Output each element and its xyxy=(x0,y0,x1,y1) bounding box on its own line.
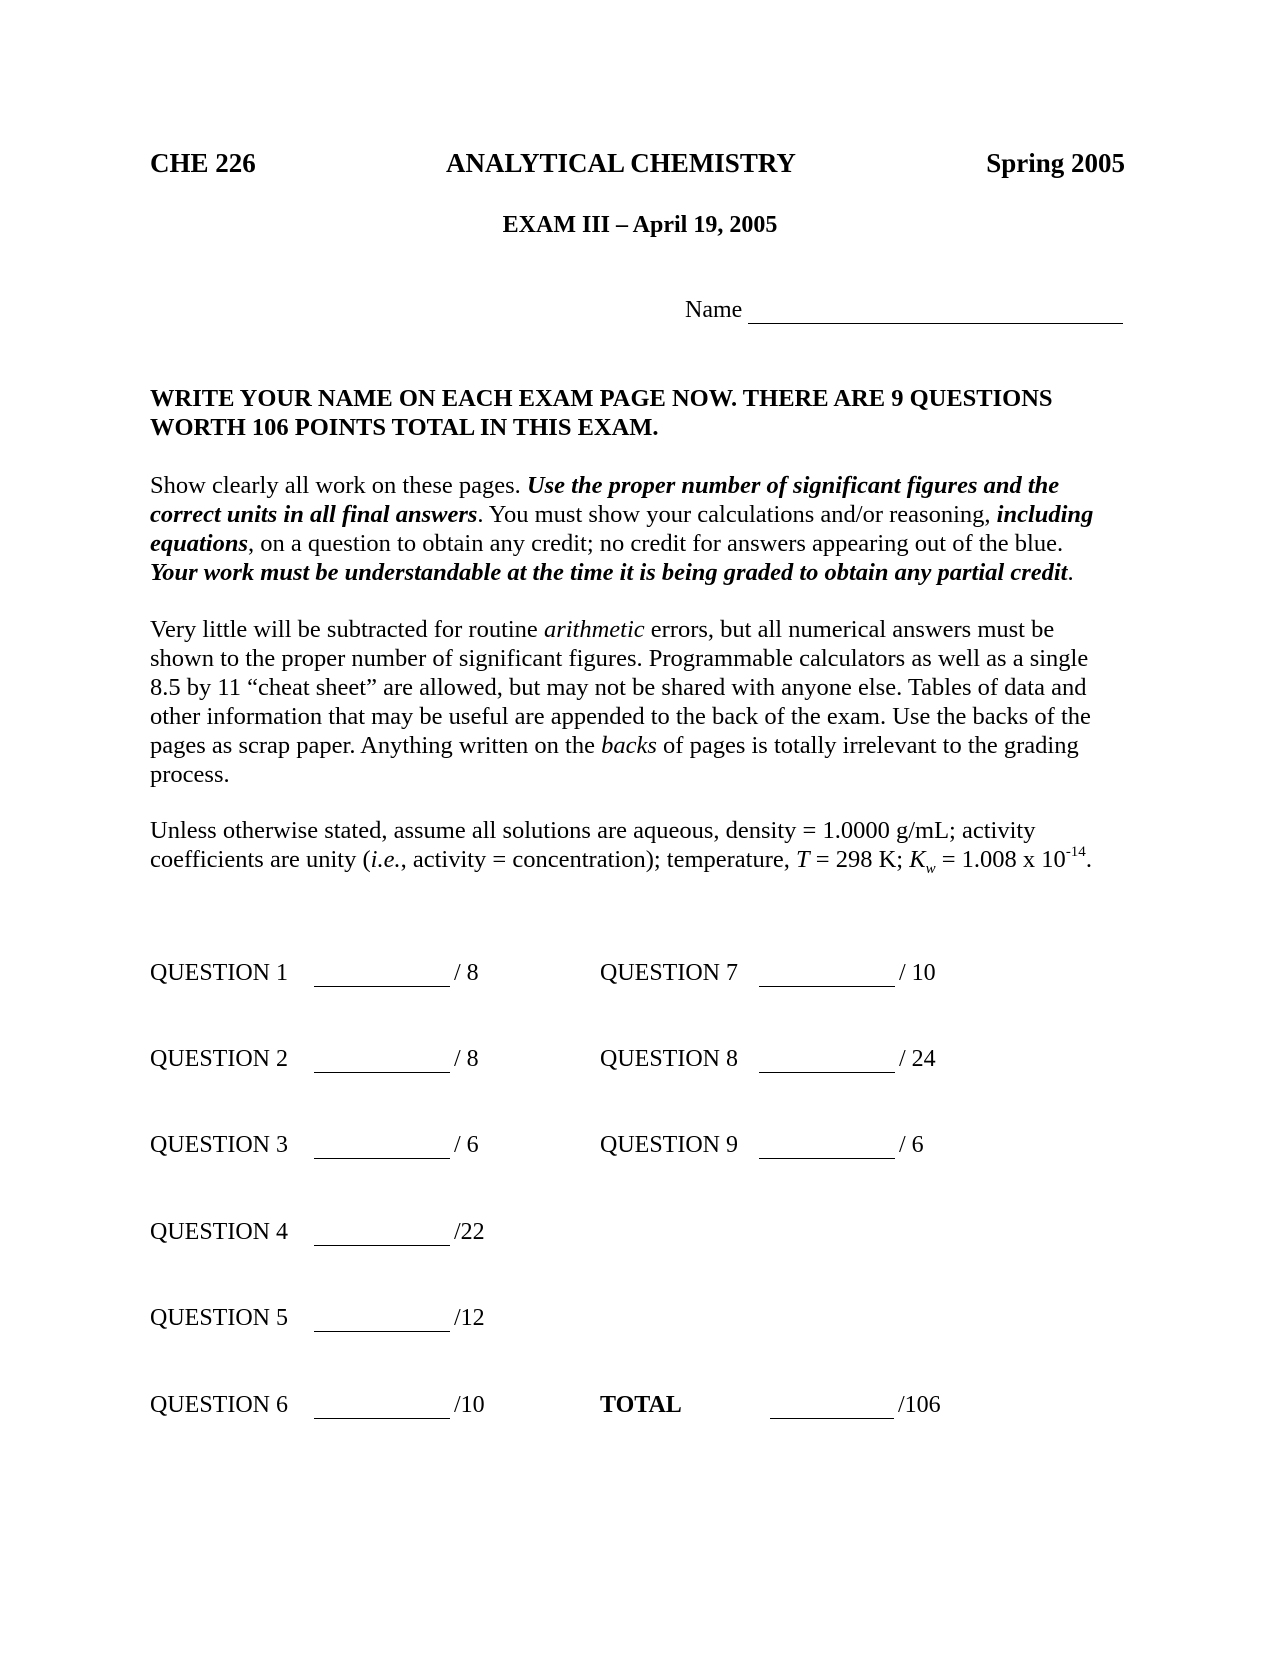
score-row-q8 xyxy=(600,1046,936,1073)
arith-line-3: 8.5 by 11 “cheat sheet” are allowed, but may not be shared with anyone else. Tables of data and xyxy=(150,674,1087,701)
arith-line-6: process. xyxy=(150,761,230,788)
question-label: QUESTION 4 xyxy=(150,1219,288,1245)
superscript: -14 xyxy=(1065,843,1086,860)
text-run: , on a question to obtain any credit; no credit for answers appearing out of the blue. xyxy=(248,530,1064,557)
score-blank xyxy=(759,1050,895,1073)
max-points: /22 xyxy=(454,1219,485,1245)
text-run: Your work must be understandable at the time it is being graded to obtain any partial credit xyxy=(150,559,1068,586)
text-run: . You must show your calculations and/or reasoning, xyxy=(477,501,997,528)
subscript: w xyxy=(925,860,936,877)
total-label: TOTAL xyxy=(600,1392,682,1418)
question-label: QUESTION 8 xyxy=(600,1046,738,1072)
score-row-q3 xyxy=(150,1132,479,1159)
course-code: CHE 226 xyxy=(150,148,256,178)
question-label: QUESTION 6 xyxy=(150,1392,288,1418)
exam-title: EXAM III – April 19, 2005 xyxy=(502,212,778,238)
text-run: correct units in all final answers xyxy=(150,501,478,528)
warning-line-2: WORTH 106 POINTS TOTAL IN THIS EXAM. xyxy=(150,414,659,441)
text-run: i.e. xyxy=(370,846,401,873)
score-row-total xyxy=(600,1392,941,1419)
text-run: Very little will be subtracted for routine xyxy=(150,616,544,643)
instructions-warning xyxy=(150,384,1130,442)
text-run: . xyxy=(1067,559,1074,586)
work-line-3 xyxy=(150,529,1130,558)
text-run: = 1.008 x 10 xyxy=(935,846,1066,873)
score-row-q2 xyxy=(150,1046,479,1073)
text-run: pages as scrap paper. Anything written on the xyxy=(150,732,602,759)
text-run: arithmetic xyxy=(543,616,645,643)
assume-line-1: Unless otherwise stated, assume all solutions are aqueous, density = 1.0000 g/mL; activity xyxy=(150,817,1036,844)
arith-line-5 xyxy=(150,731,1130,760)
score-blank xyxy=(314,1050,450,1073)
max-points: /12 xyxy=(454,1305,485,1331)
score-blank xyxy=(314,1223,450,1246)
score-row-q7 xyxy=(600,960,936,987)
score-blank xyxy=(314,1396,450,1419)
text-run: , activity = concentration); temperature, xyxy=(400,846,797,873)
max-points: / 10 xyxy=(899,960,936,986)
max-points: / 8 xyxy=(454,1046,479,1072)
max-points: /10 xyxy=(454,1392,485,1418)
assume-line-2 xyxy=(150,843,1130,877)
max-points: / 24 xyxy=(899,1046,936,1072)
text-run: equations xyxy=(150,530,249,557)
text-run: coefficients are unity ( xyxy=(150,846,371,873)
score-row-q4 xyxy=(150,1219,485,1246)
question-label: QUESTION 3 xyxy=(150,1132,288,1158)
score-row-q6 xyxy=(150,1392,485,1419)
score-row-q1 xyxy=(150,960,479,987)
score-row-q9 xyxy=(600,1132,924,1159)
text-run: of pages is totally irrelevant to the grading xyxy=(656,732,1079,759)
max-points: /106 xyxy=(898,1392,941,1418)
text-run: Use the proper number of significant figures and the xyxy=(526,472,1060,499)
name-blank xyxy=(748,299,1123,324)
arith-line-1 xyxy=(150,615,1130,644)
name-field xyxy=(685,297,1123,324)
warning-line-1: WRITE YOUR NAME ON EACH EXAM PAGE NOW. THERE ARE 9 QUESTIONS xyxy=(150,385,1053,412)
work-line-2 xyxy=(150,500,1130,529)
work-line-4 xyxy=(150,558,1130,587)
question-label: QUESTION 9 xyxy=(600,1132,738,1158)
score-blank xyxy=(759,1136,895,1159)
question-label: QUESTION 7 xyxy=(600,960,738,986)
instructions-arithmetic xyxy=(150,615,1130,789)
text-run: T xyxy=(796,846,810,873)
text-run: backs xyxy=(601,732,657,759)
max-points: / 8 xyxy=(454,960,479,986)
score-blank xyxy=(314,964,450,987)
question-label: QUESTION 2 xyxy=(150,1046,288,1072)
text-run: . xyxy=(1085,846,1092,873)
page-header xyxy=(150,148,1125,188)
arith-line-2: shown to the proper number of significant figures. Programmable calculators as well as a single xyxy=(150,645,1089,672)
text-run: including xyxy=(996,501,1094,528)
score-blank xyxy=(770,1396,894,1419)
text-run: K xyxy=(909,846,926,873)
text-run: errors, but all numerical answers must be xyxy=(644,616,1055,643)
course-title: ANALYTICAL CHEMISTRY xyxy=(446,148,796,178)
arith-line-4: other information that may be useful are appended to the back of the exam. Use the backs of the xyxy=(150,703,1091,730)
question-label: QUESTION 1 xyxy=(150,960,288,986)
score-row-q5 xyxy=(150,1305,485,1332)
max-points: / 6 xyxy=(454,1132,479,1158)
term: Spring 2005 xyxy=(986,148,1125,178)
text-run: Show clearly all work on these pages. xyxy=(150,472,527,499)
text-run: = 298 K; xyxy=(809,846,910,873)
score-blank xyxy=(759,964,895,987)
work-line-1 xyxy=(150,471,1130,500)
score-blank xyxy=(314,1136,450,1159)
score-blank xyxy=(314,1309,450,1332)
name-label: Name xyxy=(685,297,743,323)
instructions-work xyxy=(150,471,1130,587)
instructions-assumptions xyxy=(150,816,1130,877)
question-label: QUESTION 5 xyxy=(150,1305,288,1331)
max-points: / 6 xyxy=(899,1132,924,1158)
